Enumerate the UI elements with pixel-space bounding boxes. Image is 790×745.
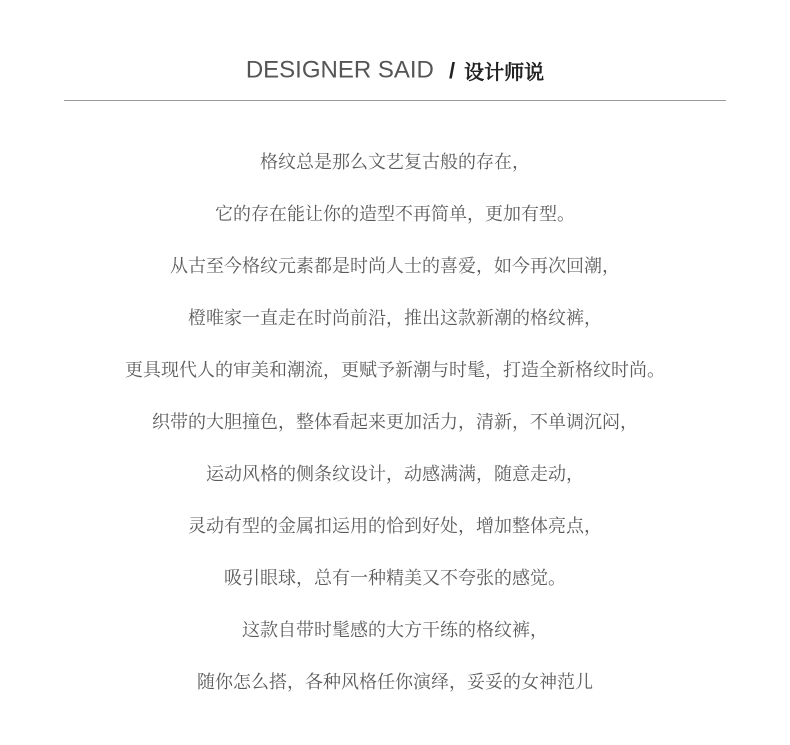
description-line: 这款自带时髦感的大方干练的格纹裤，	[242, 620, 548, 641]
description-line: 吸引眼球，总有一种精美又不夸张的感觉。	[224, 568, 566, 589]
description-line: 织带的大胆撞色，整体看起来更加活力，清新，不单调沉闷，	[152, 412, 638, 433]
description-line: 灵动有型的金属扣运用的恰到好处，增加整体亮点，	[188, 516, 602, 537]
description-text-block	[0, 144, 790, 716]
description-line: 格纹总是那么文艺复古般的存在，	[260, 152, 530, 173]
description-line: 运动风格的侧条纹设计，动感满满，随意走动，	[206, 464, 584, 485]
header-divider	[64, 100, 726, 101]
header-title-english: DESIGNER SAID	[245, 56, 434, 84]
description-line: 随你怎么搭，各种风格任你演绎，妥妥的女神范儿	[197, 672, 593, 693]
header-title-separator: /	[448, 57, 456, 83]
section-header	[0, 56, 790, 85]
description-line: 它的存在能让你的造型不再简单，更加有型。	[215, 204, 575, 225]
header-title-chinese: 设计师说	[464, 60, 545, 84]
description-line: 橙唯家一直走在时尚前沿，推出这款新潮的格纹裤，	[188, 308, 602, 329]
description-line: 从古至今格纹元素都是时尚人士的喜爱，如今再次回潮，	[170, 256, 620, 277]
description-line: 更具现代人的审美和潮流，更赋予新潮与时髦，打造全新格纹时尚。	[125, 360, 665, 381]
